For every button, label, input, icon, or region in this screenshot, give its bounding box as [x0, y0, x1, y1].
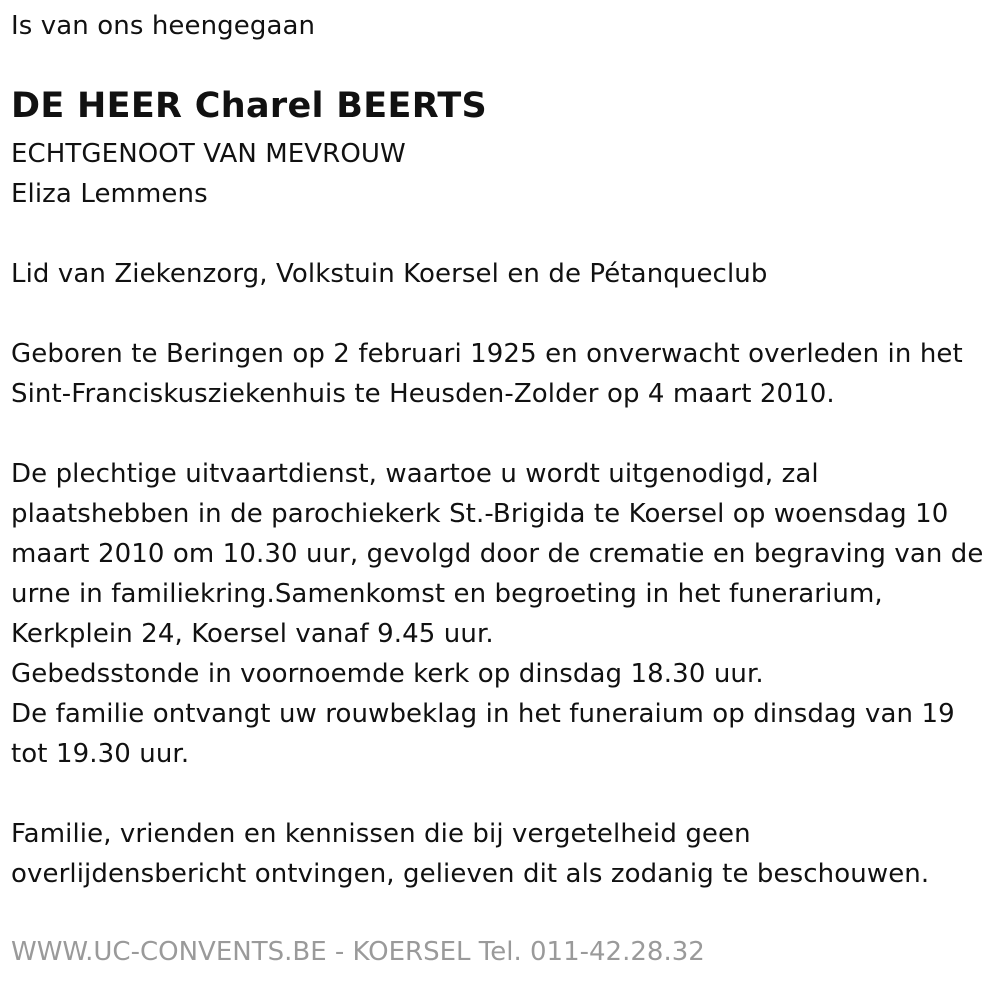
paragraph-line: Kerkplein 24, Koersel vanaf 9.45 uur. [11, 619, 494, 649]
paragraph-line: overlijdensbericht ontvingen, gelieven dit als zodanig te beschouwen. [11, 859, 930, 889]
paragraph-line: Sint-Franciskusziekenhuis te Heusden-Zolder op 4 maart 2010. [11, 379, 835, 409]
paragraph-line: Familie, vrienden en kennissen die bij vergetelheid geen [11, 819, 751, 849]
family-note-paragraph [11, 814, 929, 894]
footer-contact: WWW.UC-CONVENTS.BE - KOERSEL Tel. 011-42.28.32 [11, 937, 705, 967]
paragraph-line: plaatshebben in de parochiekerk St.-Brigida te Koersel op woensdag 10 [11, 499, 949, 529]
paragraph-line: Geboren te Beringen op 2 februari 1925 en onverwacht overleden in het [11, 339, 963, 369]
paragraph-line: De plechtige uitvaartdienst, waartoe u wordt uitgenodigd, zal [11, 459, 819, 489]
paragraph-line: tot 19.30 uur. [11, 739, 190, 769]
birth-death-paragraph [11, 334, 963, 414]
funeral-service-paragraph [11, 454, 984, 774]
deceased-name: DE HEER Charel BEERTS [11, 86, 488, 126]
spouse-title: ECHTGENOOT VAN MEVROUW [11, 139, 406, 169]
spouse-block [11, 134, 406, 214]
spouse-name: Eliza Lemmens [11, 179, 208, 209]
membership-block [11, 254, 767, 294]
paragraph-line: Gebedsstonde in voornoemde kerk op dinsdag 18.30 uur. [11, 659, 764, 689]
paragraph-line: De familie ontvangt uw rouwbeklag in het funeraium op dinsdag van 19 [11, 699, 955, 729]
membership-text: Lid van Ziekenzorg, Volkstuin Koersel en de Pétanqueclub [11, 259, 768, 289]
paragraph-line: maart 2010 om 10.30 uur, gevolgd door de crematie en begraving van de [11, 539, 984, 569]
paragraph-line: urne in familiekring.Samenkomst en begroeting in het funerarium, [11, 579, 883, 609]
intro-text: Is van ons heengegaan [11, 11, 316, 41]
